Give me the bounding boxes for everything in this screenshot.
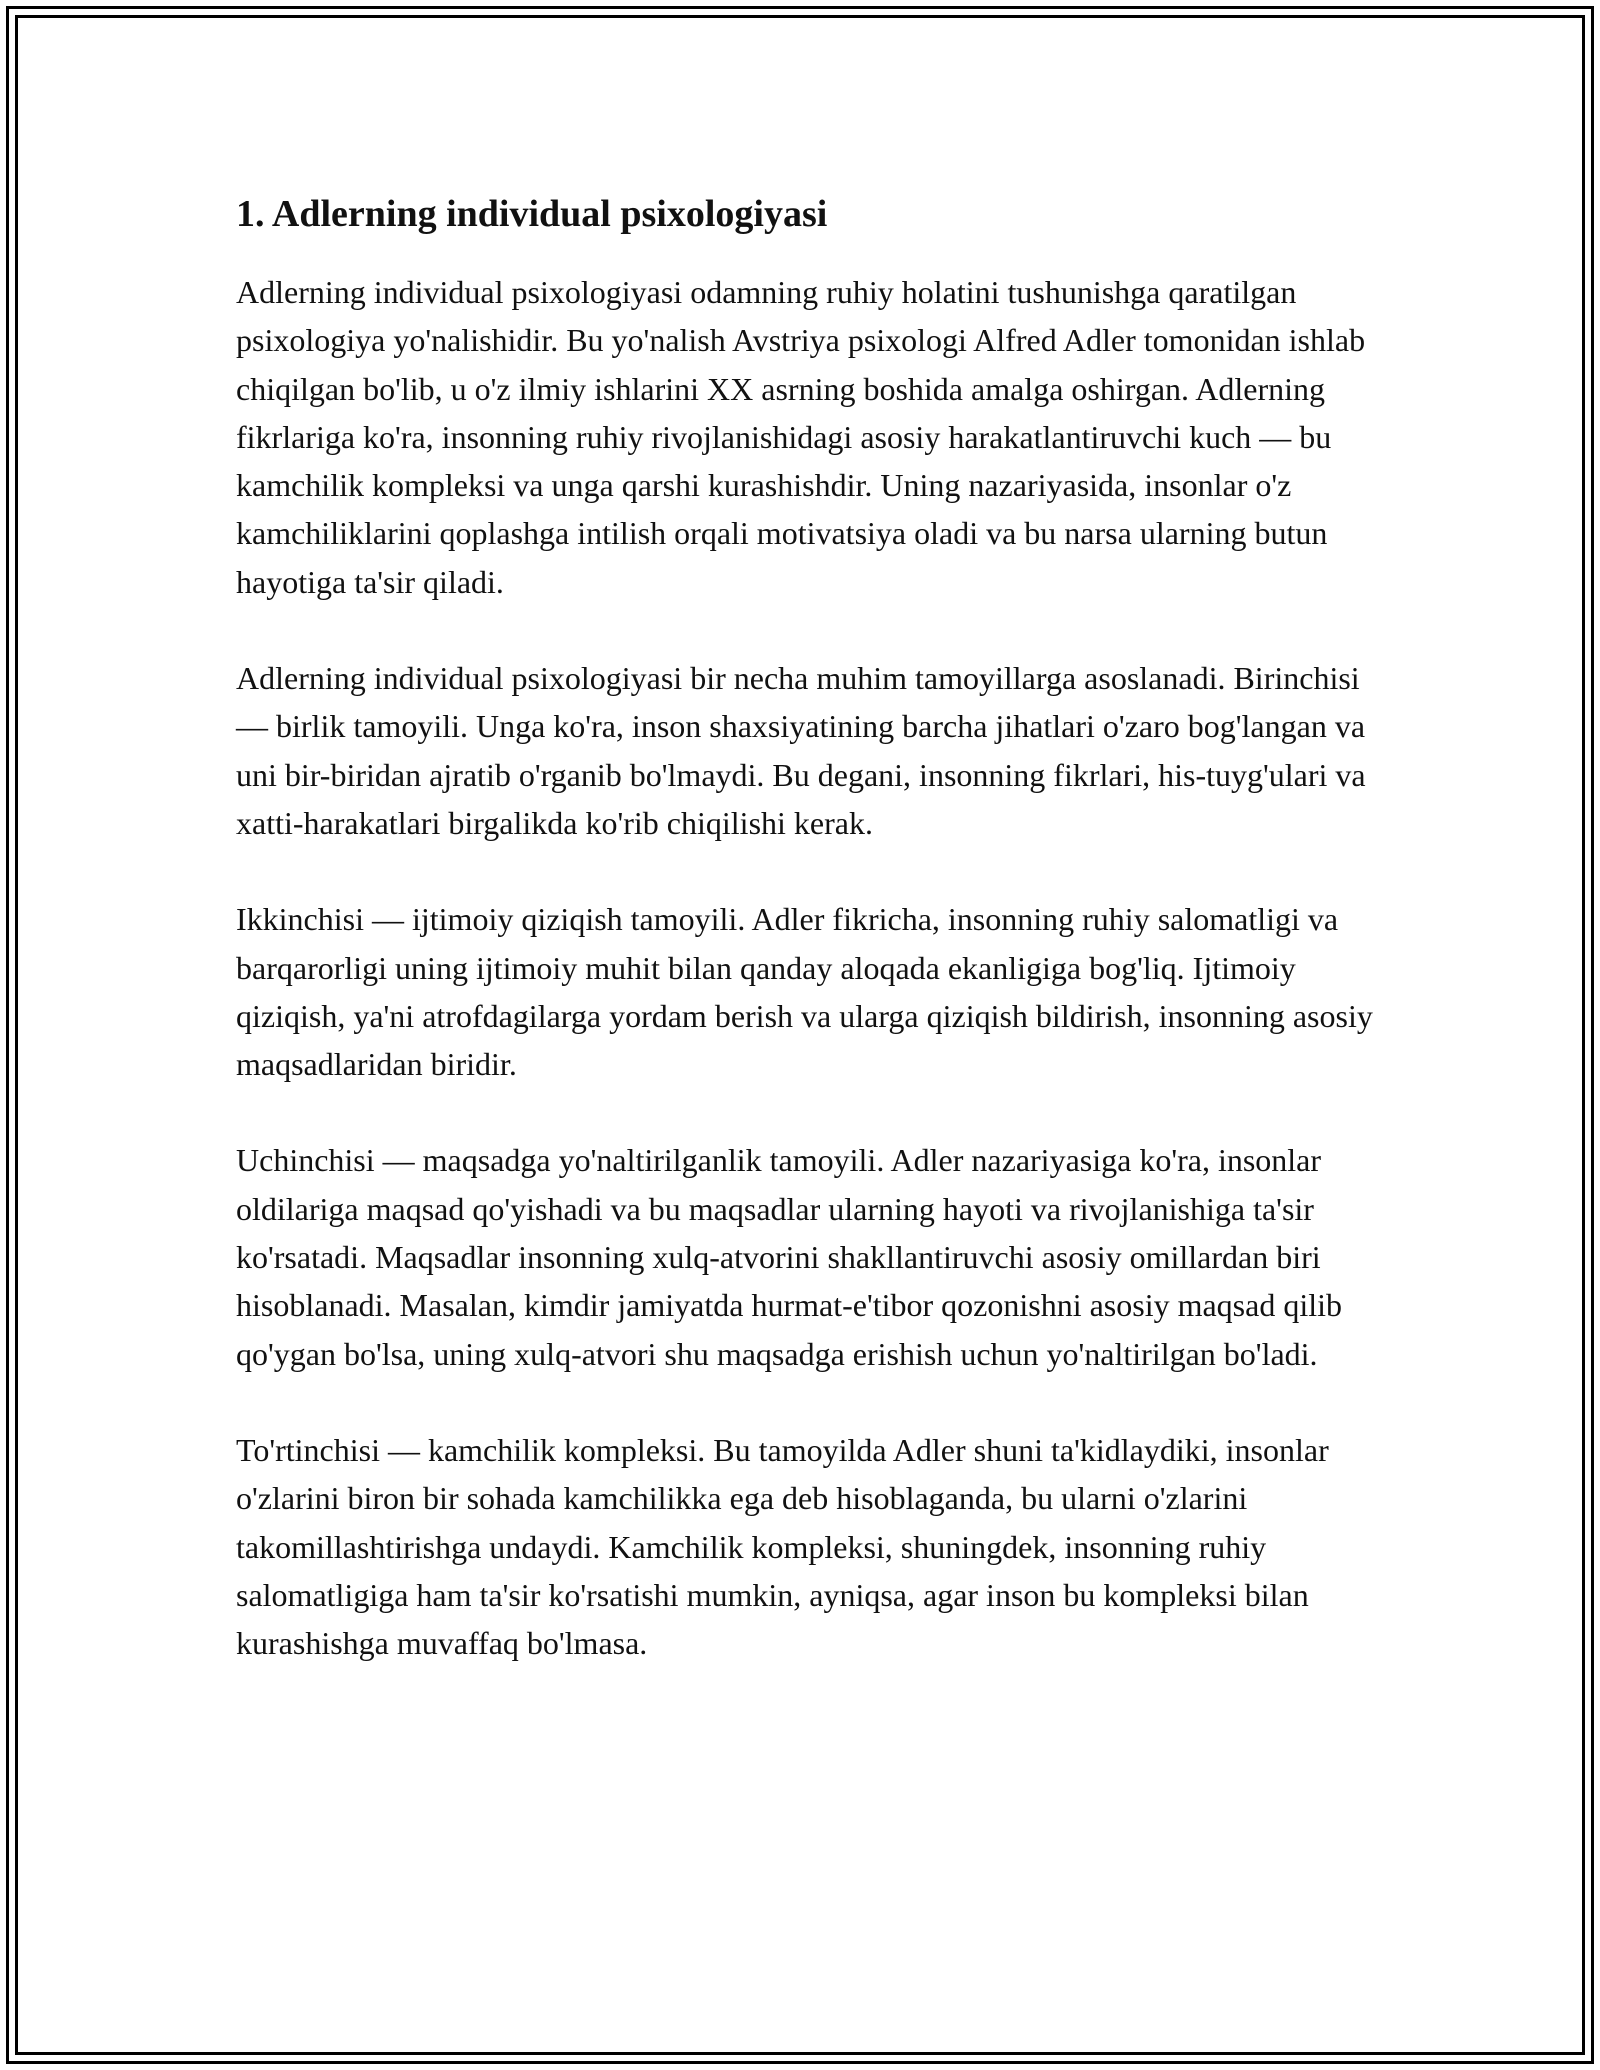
paragraph-unity-principle: Adlerning individual psixologiyasi bir necha muhim tamoyillarga asoslanadi. Birinchisi — birlik tamoyili. Unga ko'ra, inson shaxsiyatining barcha jihatlari o'zaro bog'langan va uni bir-biridan ajratib o'rganib bo'lmaydi. Bu degani, insonning fikrlari, his-tuyg'ulari va xatti-harakatlari birgalikda ko'rib chiqilishi kerak. [236, 660, 1366, 841]
paragraph-social-interest: Ikkinchisi — ijtimoiy qiziqish tamoyili. Adler fikricha, insonning ruhiy salomatligi va barqarorligi uning ijtimoiy muhit bilan qanday aloqada ekanligiga bog'liq. Ijtimoiy qiziqish, ya'ni atrofdagilarga yordam berish va ularga qiziqish bildirish, insonning asosiy maqsadlaridan biridir. [236, 901, 1373, 1083]
document-body [236, 190, 1376, 1715]
paragraph-intro: Adlerning individual psixologiyasi odamning ruhiy holatini tushunishga qaratilgan psixologiya yo'nalishidir. Bu yo'nalish Avstriya psixologi Alfred Adler tomonidan ishlab chiqilgan bo'lib, u o'z ilmiy ishlarini XX asrning boshida amalga oshirgan. Adlerning fikrlariga ko'ra, insonning ruhiy rivojlanishidagi asosiy harakatlantiruvchi kuch — bu kamchilik kompleksi va unga qarshi kurashishdir. Uning nazariyasida, insonlar o'z kamchiliklarini qoplashga intilish orqali motivatsiya oladi va bu narsa ularning butun hayotiga ta'sir qiladi. [236, 274, 1366, 600]
paragraph-goal-orientation: Uchinchisi — maqsadga yo'naltirilganlik tamoyili. Adler nazariyasiga ko'ra, insonlar oldilariga maqsad qo'yishadi va bu maqsadlar ularning hayoti va rivojlanishiga ta'sir ko'rsatadi. Maqsadlar insonning xulq-atvorini shakllantiruvchi asosiy omillardan biri hisoblanadi. Masalan, kimdir jamiyatda hurmat-e'tibor qozonishni asosiy maqsad qilib qo'ygan bo'lsa, uning xulq-atvori shu maqsadga erishish uchun yo'naltirilgan bo'ladi. [236, 1142, 1342, 1372]
paragraph-inferiority-complex: To'rtinchisi — kamchilik kompleksi. Bu tamoyilda Adler shuni ta'kidlaydiki, insonlar o'zlarini biron bir sohada kamchilikka ega deb hisoblaganda, bu ularni o'zlarini takomillashtirishga undaydi. Kamchilik kompleksi, shuningdek, insonning ruhiy salomatligiga ham ta'sir ko'rsatishi mumkin, ayniqsa, agar inson bu kompleksi bilan kurashishga muvaffaq bo'lmasa. [236, 1431, 1329, 1662]
document-title: 1. Adlerning individual psixologiyasi [236, 193, 828, 235]
